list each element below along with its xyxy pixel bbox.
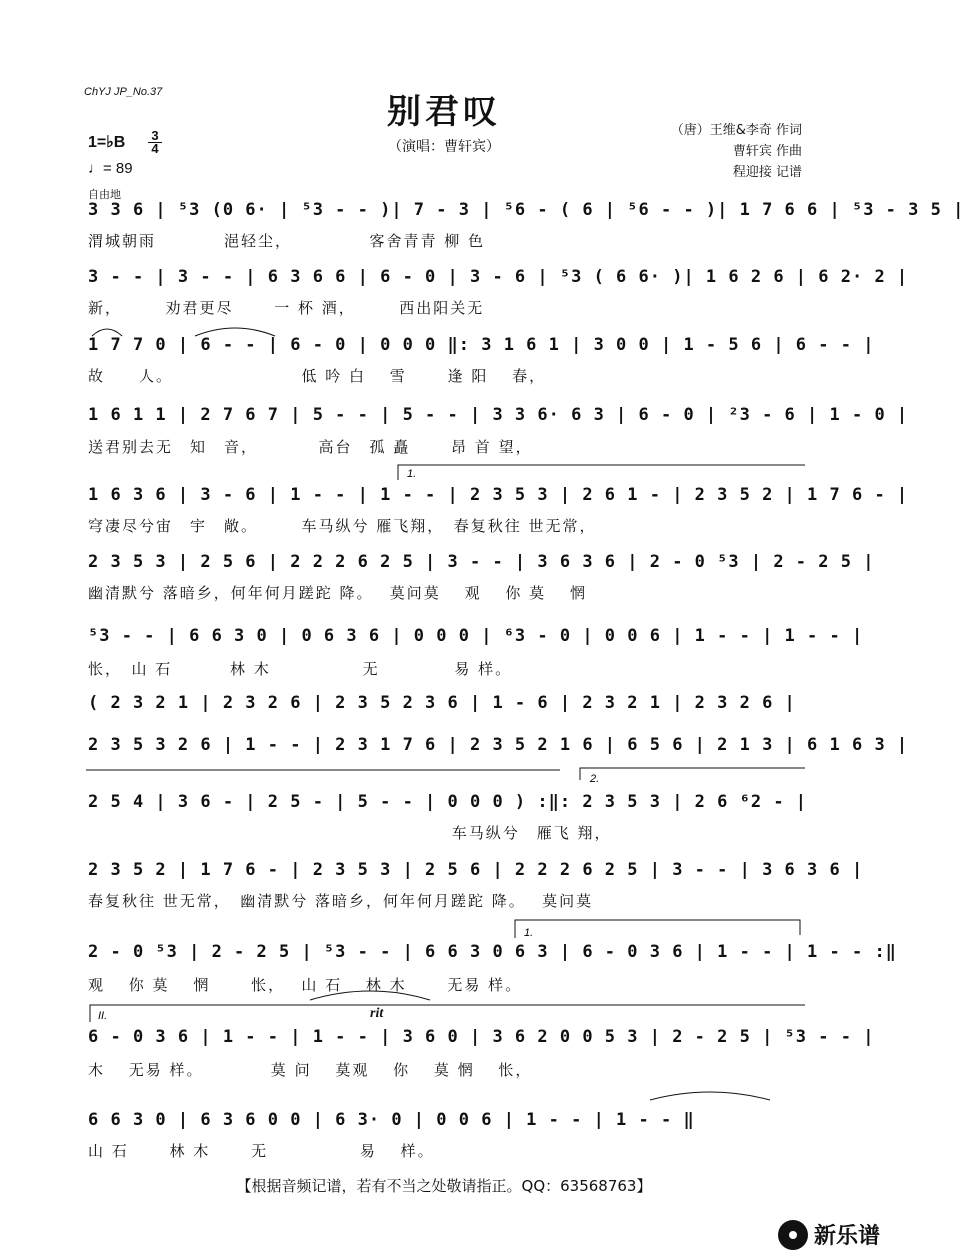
brand-logo — [778, 1219, 880, 1250]
volta-label-1: 1. — [407, 468, 417, 480]
notes-line-1: 3 3 6 | ⁵3 (0 6· | ⁵3 - - )| 7 - 3 | ⁵6 - ( 6 | ⁵6 - - )| 1 7 6 6 | ⁵3 - 3 5 | — [88, 200, 964, 220]
notes-line-12: 2 - 0 ⁵3 | 2 - 2 5 | ⁵3 - - | 6 6 3 0 6 3 | 6 - 0 3 6 | 1 - - | 1 - - :‖ — [88, 942, 897, 962]
slur-arc — [650, 1092, 770, 1100]
song-title: 别君叹 — [387, 92, 501, 132]
brand-name: 新乐谱 — [813, 1224, 880, 1249]
lyrics-line-3: 故 人。 低 吟 白 雪 逢 阳 春， — [88, 367, 547, 385]
notes-line-9: 2 3 5 3 2 6 | 1 - - | 2 3 1 7 6 | 2 3 5 2 1 6 | 6 5 6 | 2 1 3 | 6 1 6 3 | — [88, 735, 909, 755]
notes-line-6: 2 3 5 3 | 2 5 6 | 2 2 2 6 2 5 | 3 - - | 3 6 3 6 | 2 - 0 ⁵3 | 2 - 2 5 | — [88, 552, 875, 572]
credit-lyricist: （唐）王维&李奇 作词 — [670, 123, 802, 138]
song-subtitle: （演唱：曹轩宾） — [388, 139, 500, 155]
lyrics-line-12: 观 你 莫 惘 怅， 山 石 林 木 无易 样。 — [88, 976, 523, 994]
lyrics-line-7: 怅， 山 石 林 木 无 易 样。 — [88, 660, 513, 678]
volta-label-3: 1. — [524, 927, 534, 939]
notes-line-3: 1 7 7 0 | 6 - - | 6 - 0 | 0 0 0 ‖: 3 1 6 1 | 3 0 0 | 1 - 5 6 | 6 - - | — [88, 335, 875, 355]
slur-arc — [195, 328, 275, 336]
time-signature-bottom: 4 — [151, 141, 159, 156]
score-code: ChYJ JP_No.37 — [84, 86, 163, 98]
volta-bracket-3 — [515, 920, 800, 938]
lyrics-line-1: 渭城朝雨 浥轻尘， 客舍青青 柳 色 — [88, 232, 486, 250]
volta-bracket-4 — [90, 1005, 805, 1022]
notes-line-10: 2 5 4 | 3 6 - | 2 5 - | 5 - - | 0 0 0 ) :‖: 2 3 5 3 | 2 6 ⁶2 - | — [88, 792, 808, 812]
tempo-marking: ♩= 89 — [88, 160, 133, 177]
rit-marking: rit — [370, 1006, 384, 1021]
notes-line-8: ( 2 3 2 1 | 2 3 2 6 | 2 3 5 2 3 6 | 1 - 6 | 2 3 2 1 | 2 3 2 6 | — [88, 693, 796, 713]
notes-line-7: ⁵3 - - | 6 6 3 0 | 0 6 3 6 | 0 0 0 | ⁶3 - 0 | 0 0 6 | 1 - - | 1 - - | — [88, 626, 864, 646]
lyrics-line-13: 木 无易 样。 莫 问 莫观 你 莫 惘 怅， — [88, 1061, 533, 1079]
lyrics-line-4: 送君别去无 知 音， 高台 孤 矗 昂 首 望， — [88, 438, 533, 456]
volta-bracket-1 — [398, 465, 805, 480]
volta-bracket-2 — [580, 768, 805, 780]
volta-label-2: 2. — [590, 773, 600, 785]
notes-line-5: 1 6 3 6 | 3 - 6 | 1 - - | 1 - - | 2 3 5 3 | 2 6 1 - | 2 3 5 2 | 1 7 6 - | — [88, 485, 909, 505]
free-tempo-marking: 自由地 — [88, 188, 121, 201]
lyrics-line-5: 穹凄尽兮宙 宇 敞。 车马纵兮 雁飞翔， 春复秋往 世无常， — [88, 517, 597, 535]
record-icon — [778, 1220, 808, 1250]
notes-line-14: 6 6 3 0 | 6 3 6 0 0 | 6 3· 0 | 0 0 6 | 1 - - | 1 - - ‖ — [88, 1110, 695, 1130]
lyrics-line-6: 幽清默兮 落暗乡，何年何月蹉跎 降。 莫问莫 观 你 莫 惘 — [88, 584, 587, 602]
notes-line-2: 3 - - | 3 - - | 6 3 6 6 | 6 - 0 | 3 - 6 | ⁵3 ( 6 6· )| 1 6 2 6 | 6 2· 2 | — [88, 267, 909, 287]
notes-line-11: 2 3 5 2 | 1 7 6 - | 2 3 5 3 | 2 5 6 | 2 2 2 6 2 5 | 3 - - | 3 6 3 6 | — [88, 860, 864, 880]
credit-transcriber: 程迎接 记谱 — [732, 165, 802, 180]
lyrics-line-10: 车马纵兮 雁飞 翔， — [88, 824, 612, 842]
key-signature: 1=♭B — [88, 134, 126, 151]
notes-line-13: 6 - 0 3 6 | 1 - - | 1 - - | 3 6 0 | 3 6 2 0 0 5 3 | 2 - 2 5 | ⁵3 - - | — [88, 1027, 875, 1047]
slur-arc — [92, 329, 122, 336]
footer-note: 【根据音频记谱，若有不当之处敬请指正。QQ：63568763】 — [236, 1177, 652, 1195]
notes-line-4: 1 6 1 1 | 2 7 6 7 | 5 - - | 5 - - | 3 3 6· 6 3 | 6 - 0 | ²3 - 6 | 1 - 0 | — [88, 405, 909, 425]
slur-arc — [310, 991, 430, 1000]
volta-label-4: II. — [98, 1010, 108, 1022]
credit-composer: 曹轩宾 作曲 — [732, 144, 802, 159]
time-signature-top: 3 — [148, 130, 162, 143]
lyrics-line-11: 春复秋往 世无常， 幽清默兮 落暗乡，何年何月蹉跎 降。 莫问莫 — [88, 892, 594, 910]
lyrics-line-2: 新， 劝君更尽 一 杯 酒， 西出阳关无 — [88, 299, 485, 317]
lyrics-line-14: 山 石 林 木 无 易 样。 — [88, 1142, 435, 1160]
